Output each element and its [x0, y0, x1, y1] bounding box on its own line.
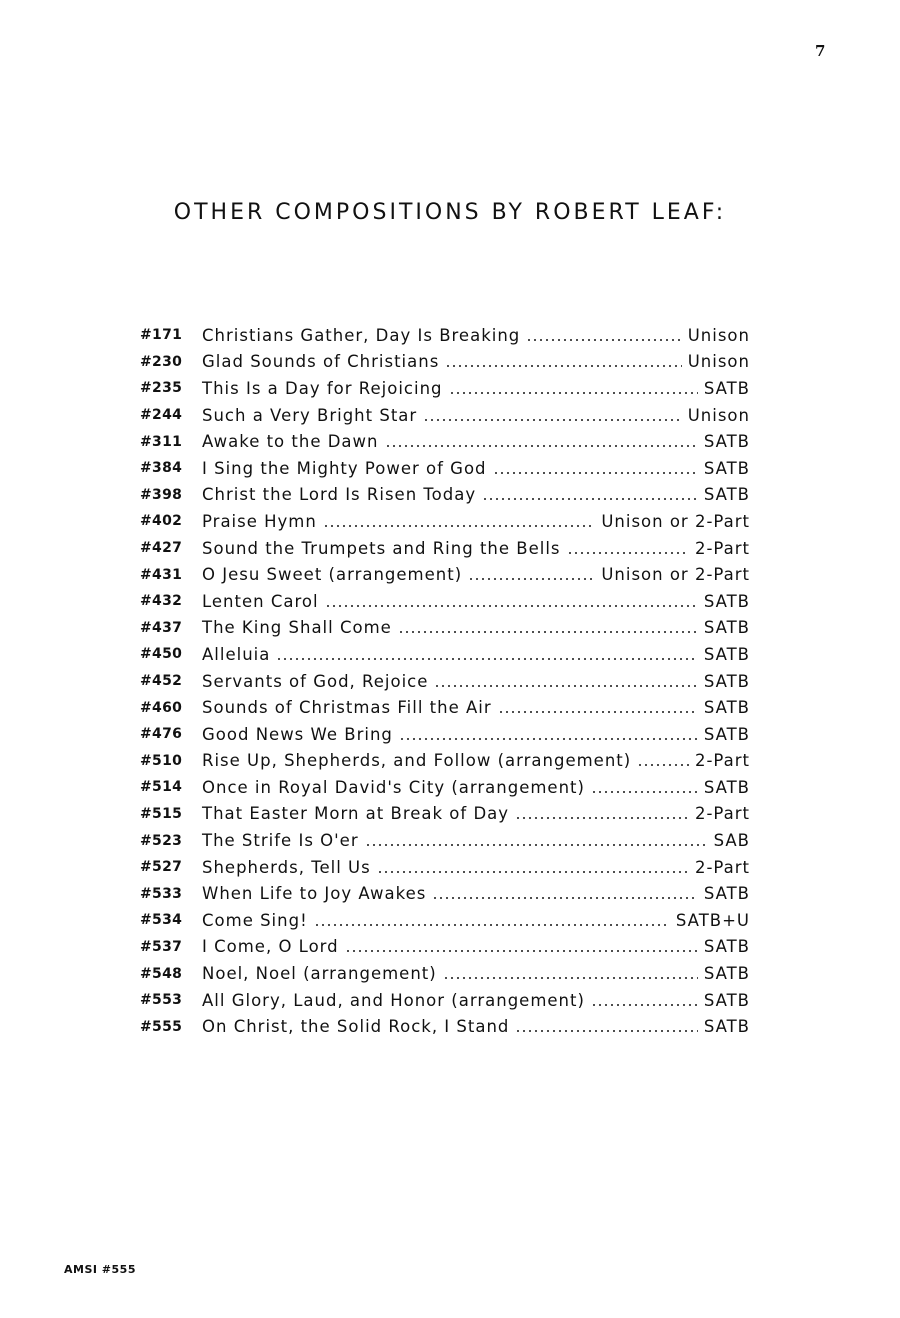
- composition-title: Christians Gather, Day Is Breaking: [202, 325, 521, 345]
- composition-row: [140, 854, 750, 881]
- catalog-number: #537: [140, 938, 183, 955]
- composition-title: All Glory, Laud, and Honor (arrangement): [202, 990, 585, 1010]
- composition-title: Christ the Lord Is Risen Today: [202, 485, 477, 505]
- catalog-number: #431: [140, 566, 183, 583]
- composition-title: Such a Very Bright Star: [202, 405, 418, 425]
- dot-leader: [482, 497, 698, 501]
- composition-title: Alleluia: [202, 644, 271, 664]
- composition-row: [140, 1013, 750, 1040]
- page-title: OTHER COMPOSITIONS BY ROBERT LEAF:: [173, 200, 727, 225]
- dot-leader: [385, 444, 698, 448]
- dot-leader: [276, 657, 697, 661]
- voicing: SATB: [703, 777, 750, 797]
- voicing: SAB: [713, 831, 750, 851]
- voicing: SATB: [703, 485, 750, 505]
- composition-row: [140, 641, 750, 668]
- dot-leader: [591, 790, 698, 794]
- voicing: SATB: [703, 671, 750, 691]
- catalog-number: #553: [140, 992, 183, 1009]
- voicing: SATB: [703, 378, 750, 398]
- catalog-number: #432: [140, 593, 183, 610]
- composition-row: [140, 880, 750, 907]
- composition-row: [140, 588, 750, 615]
- dot-leader: [432, 896, 697, 900]
- composition-title: Shepherds, Tell Us: [202, 857, 371, 877]
- composition-row: [140, 428, 750, 455]
- dot-leader: [445, 364, 681, 368]
- voicing: Unison or 2-Part: [601, 511, 750, 531]
- voicing: SATB: [703, 937, 750, 957]
- voicing: SATB: [703, 458, 750, 478]
- voicing: 2-Part: [694, 857, 750, 877]
- dot-leader: [515, 816, 689, 820]
- page-number: 7: [815, 42, 826, 60]
- composition-row: [140, 375, 750, 402]
- voicing: SATB: [703, 432, 750, 452]
- catalog-number: #476: [140, 726, 183, 743]
- dot-leader: [637, 763, 689, 767]
- composition-title: Sound the Trumpets and Ring the Bells: [202, 538, 561, 558]
- composition-row: [140, 508, 750, 535]
- catalog-number: #437: [140, 619, 183, 636]
- catalog-number: #235: [140, 380, 183, 397]
- composition-row: [140, 721, 750, 748]
- voicing: SATB: [703, 618, 750, 638]
- catalog-number: #510: [140, 752, 183, 769]
- dot-leader: [365, 843, 708, 847]
- composition-title: I Come, O Lord: [202, 937, 339, 957]
- composition-row: [140, 322, 750, 349]
- catalog-number: #527: [140, 859, 183, 876]
- dot-leader: [498, 710, 698, 714]
- composition-title: Lenten Carol: [202, 591, 319, 611]
- voicing: SATB: [703, 964, 750, 984]
- dot-leader: [567, 551, 689, 555]
- composition-title: O Jesu Sweet (arrangement): [202, 565, 463, 585]
- catalog-number: #514: [140, 779, 183, 796]
- voicing: Unison: [687, 405, 750, 425]
- composition-title: Noel, Noel (arrangement): [202, 964, 437, 984]
- voicing: 2-Part: [694, 538, 750, 558]
- composition-title: Once in Royal David's City (arrangement): [202, 777, 585, 797]
- composition-title: Sounds of Christmas Fill the Air: [202, 698, 492, 718]
- dot-leader: [323, 524, 595, 528]
- composition-row: [140, 535, 750, 562]
- catalog-number: #460: [140, 699, 183, 716]
- catalog-number: #452: [140, 673, 183, 690]
- voicing: Unison or 2-Part: [601, 565, 750, 585]
- dot-leader: [493, 471, 698, 475]
- composition-title: This Is a Day for Rejoicing: [202, 378, 443, 398]
- composition-title: The Strife Is O'er: [202, 831, 359, 851]
- catalog-number: #244: [140, 407, 183, 424]
- composition-title: When Life to Joy Awakes: [202, 884, 427, 904]
- dot-leader: [526, 338, 681, 342]
- composition-row: [140, 349, 750, 376]
- catalog-number: #555: [140, 1018, 183, 1035]
- composition-title: Good News We Bring: [202, 724, 393, 744]
- composition-row: [140, 561, 750, 588]
- voicing: 2-Part: [694, 751, 750, 771]
- voicing: SATB: [703, 698, 750, 718]
- composition-title: On Christ, the Solid Rock, I Stand: [202, 1017, 510, 1037]
- voicing: Unison: [687, 325, 750, 345]
- voicing: SATB: [703, 1017, 750, 1037]
- catalog-number: #548: [140, 965, 183, 982]
- dot-leader: [434, 684, 697, 688]
- catalog-number: #230: [140, 353, 183, 370]
- catalog-number: #398: [140, 486, 183, 503]
- dot-leader: [399, 737, 698, 741]
- composition-row: [140, 907, 750, 934]
- dot-leader: [443, 976, 698, 980]
- dot-leader: [515, 1029, 697, 1033]
- voicing: SATB+U: [675, 910, 750, 930]
- voicing: Unison: [687, 352, 750, 372]
- catalog-number: #515: [140, 805, 183, 822]
- voicing: SATB: [703, 884, 750, 904]
- catalog-number: #427: [140, 540, 183, 557]
- composition-row: [140, 987, 750, 1014]
- catalog-footer: AMSI #555: [64, 1263, 136, 1276]
- voicing: SATB: [703, 591, 750, 611]
- dot-leader: [325, 604, 698, 608]
- composition-title: That Easter Morn at Break of Day: [202, 804, 510, 824]
- composition-title: Praise Hymn: [202, 511, 317, 531]
- catalog-number: #523: [140, 832, 183, 849]
- dot-leader: [345, 949, 698, 953]
- catalog-number: #171: [140, 327, 183, 344]
- composition-row: [140, 668, 750, 695]
- composition-title: I Sing the Mighty Power of God: [202, 458, 487, 478]
- dot-leader: [591, 1003, 698, 1007]
- dot-leader: [398, 630, 698, 634]
- composition-row: [140, 455, 750, 482]
- composition-title: Awake to the Dawn: [202, 432, 379, 452]
- composition-row: [140, 748, 750, 775]
- composition-row: [140, 827, 750, 854]
- composition-row: [140, 402, 750, 429]
- catalog-number: #402: [140, 513, 183, 530]
- composition-title: Glad Sounds of Christians: [202, 352, 440, 372]
- composition-row: [140, 801, 750, 828]
- dot-leader: [468, 577, 595, 581]
- composition-title: Rise Up, Shepherds, and Follow (arrangement): [202, 751, 632, 771]
- composition-title: The King Shall Come: [202, 618, 392, 638]
- composition-title: Come Sing!: [202, 910, 308, 930]
- compositions-list: [140, 322, 750, 1040]
- catalog-number: #384: [140, 460, 183, 477]
- catalog-number: #534: [140, 912, 183, 929]
- catalog-number: #533: [140, 885, 183, 902]
- composition-row: [140, 774, 750, 801]
- composition-row: [140, 960, 750, 987]
- dot-leader: [377, 870, 689, 874]
- composition-row: [140, 615, 750, 642]
- dot-leader: [423, 418, 682, 422]
- composition-title: Servants of God, Rejoice: [202, 671, 429, 691]
- catalog-number: #450: [140, 646, 183, 663]
- composition-row: [140, 694, 750, 721]
- voicing: SATB: [703, 990, 750, 1010]
- dot-leader: [314, 923, 670, 927]
- voicing: SATB: [703, 724, 750, 744]
- composition-row: [140, 482, 750, 509]
- catalog-number: #311: [140, 433, 183, 450]
- composition-row: [140, 934, 750, 961]
- dot-leader: [449, 391, 698, 395]
- voicing: 2-Part: [694, 804, 750, 824]
- voicing: SATB: [703, 644, 750, 664]
